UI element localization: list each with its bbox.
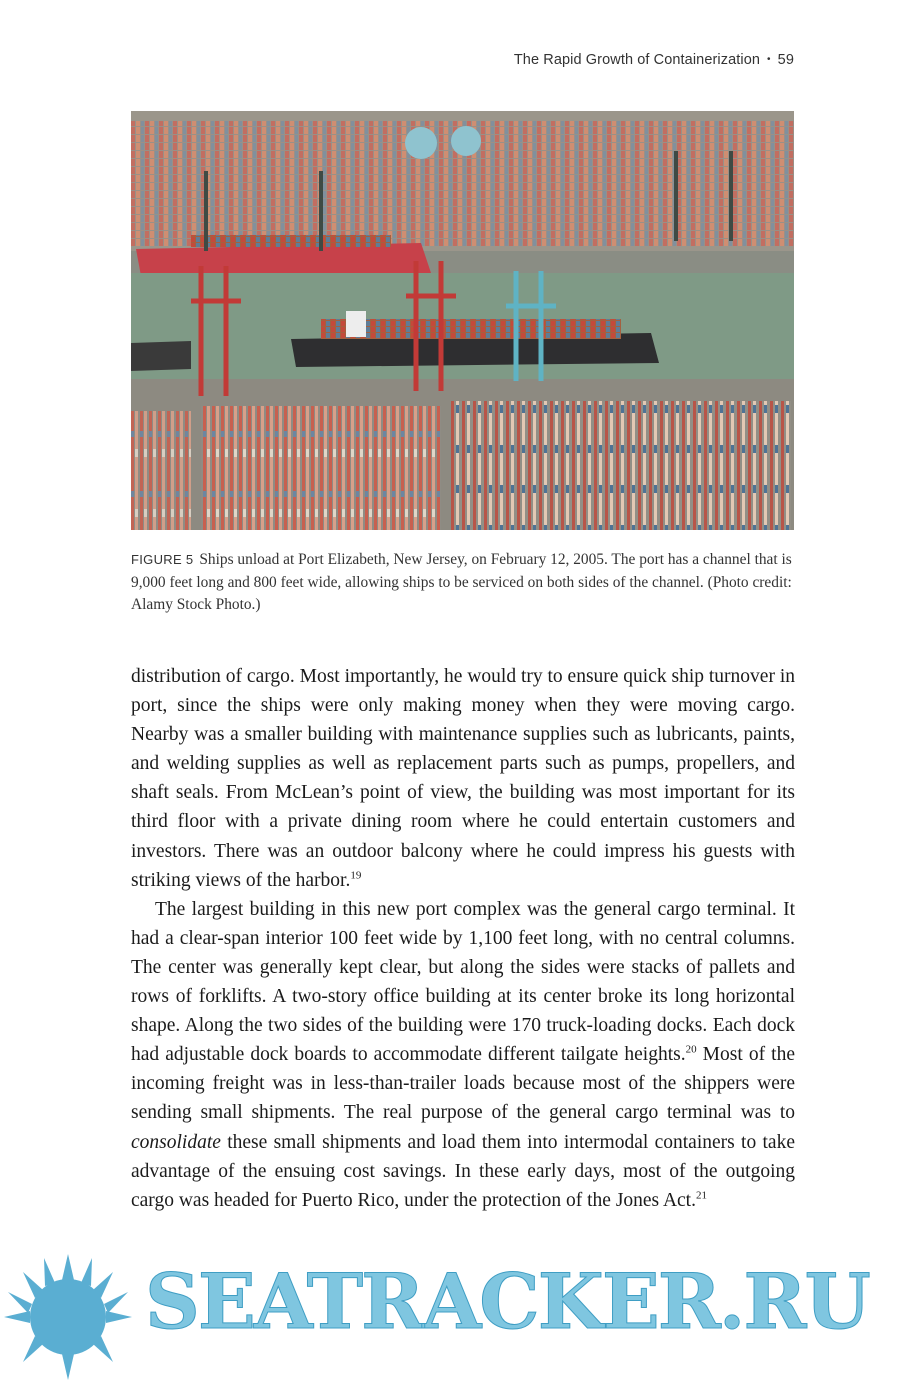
page-number: 59 <box>777 52 794 68</box>
figure-caption-text: Ships unload at Port Elizabeth, New Jersey, on February 12, 2005. The port has a channel that is 9,000 feet long and 800 feet wide, allowing ships to be serviced on both sides of the channel. (Photo credit: Alamy Stock Photo.) <box>131 551 792 613</box>
figure-label: FIGURE 5 <box>131 552 194 567</box>
paragraph <box>131 895 795 1215</box>
paragraph-text: The largest building in this new port complex was the general cargo terminal. It had a clear-span interior 100 feet wide by 1,100 feet long, with no central columns. The center was generally kept clear, but along the sides were stacks of pallets and rows of forklifts. A two-story office building at its center broke its long horizontal shape. Along the two sides of the building were 170 truck-loading docks. Each dock had adjustable dock boards to accommodate different tailgate heights. <box>131 898 795 1066</box>
running-head-separator: • <box>767 54 771 65</box>
footnote-ref: 21 <box>695 1189 707 1202</box>
footnote-ref: 19 <box>350 869 362 882</box>
emphasis-text: consolidate <box>131 1131 221 1153</box>
paragraph <box>131 662 795 895</box>
paragraph-text: distribution of cargo. Most importantly, he would try to ensure quick ship turnover in port, since the ships were only making money when they were moving cargo. Nearby was a smaller building with maintenance supplies such as lubricants, paints, and welding supplies as well as replacement parts such as pumps, propellers, and shaft seals. From McLean’s point of view, the building was most important for its third floor with a private dining room where he could entertain customers and investors. There was an outdoor balcony where he could impress his guests with striking views of the harbor. <box>131 666 795 891</box>
footnote-ref: 20 <box>685 1043 697 1056</box>
figure-caption <box>131 549 796 617</box>
paragraph-text: these small shipments and load them into intermodal containers to take advantage of the ensuing cost savings. In these early days, most of the outgoing cargo was headed for Puerto Rico, under the protection of the Jones Act. <box>131 1131 795 1211</box>
watermark-text: SEATRACKER.RU <box>145 1257 869 1346</box>
running-head <box>514 52 794 68</box>
running-head-title: The Rapid Growth of Containerization <box>513 52 761 68</box>
paragraph-text: Most of the incoming freight was in less-than-trailer loads because most of the shippers were sending small shipments. The real purpose of the general cargo terminal was to <box>131 1044 795 1124</box>
body-text <box>131 662 795 1215</box>
port-photo <box>131 111 794 530</box>
